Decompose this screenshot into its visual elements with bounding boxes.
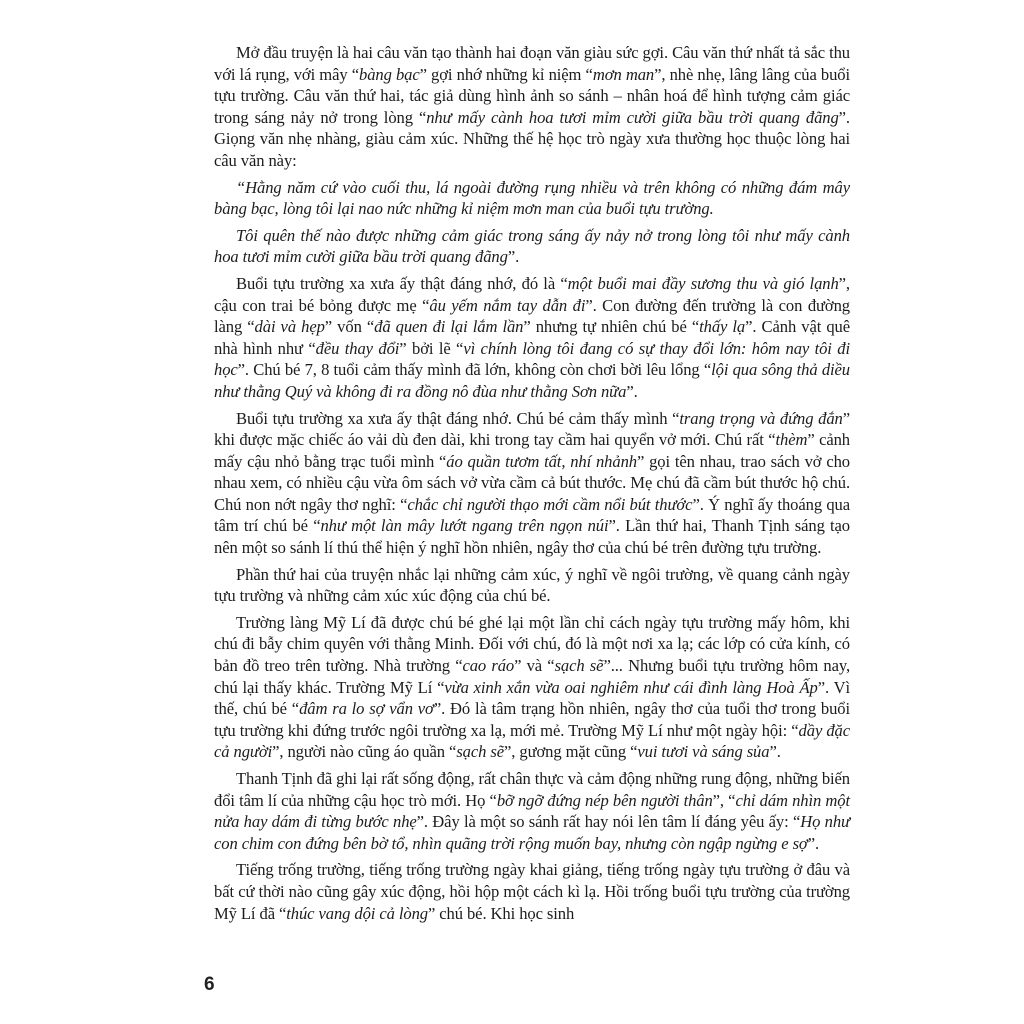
- italic-quote: mơn man: [592, 64, 655, 84]
- italic-quote: sạch sẽ: [456, 742, 505, 762]
- italic-quote: lội qua sông thả diều như thằng Quý và không đi ra đồng nô đùa như thằng Sơn nữa: [214, 360, 850, 401]
- text-run: ”, “: [712, 790, 736, 810]
- text-run: ” vốn “: [324, 317, 375, 337]
- text-run: ” khi được mặc chiếc áo vải dù đen dài, khi trong tay cầm hai quyển vở mới. Chú rất “: [214, 408, 850, 450]
- text-run: ”... Nhưng buổi tựu trường hôm nay, chú lại thấy khác. Trường Mỹ Lí “: [214, 656, 851, 697]
- paragraph: [214, 273, 850, 403]
- text-run: ”. Giọng văn nhẹ nhàng, giàu cảm xúc. Những thế hệ học trò ngày xưa thường học thuộc lòng hai câu văn này:: [214, 107, 850, 170]
- text-run: ”. Vì thế, chú bé “: [214, 677, 850, 719]
- text-run: Thanh Tịnh đã ghi lại rất sống động, rất chân thực và cảm động những rung động, những biến đổi tâm lí của những cậu học trò mới. Họ “: [214, 769, 851, 810]
- text-run: Phần thứ hai của truyện nhắc lại những cảm xúc, ý nghĩ về ngôi trường, về quang cảnh ngày tựu trường và những cảm xúc xúc động của chú bé.: [214, 564, 850, 606]
- italic-quote: như một làn mây lướt ngang trên ngọn núi: [320, 516, 609, 536]
- italic-quote: đâm ra lo sợ vẩn vơ: [299, 699, 434, 719]
- paragraph: [214, 859, 850, 924]
- paragraph: [214, 612, 850, 763]
- text-run: ”. Đó là tâm trạng hồn nhiên, ngây thơ của tuổi thơ trong buổi tựu trường khi đứng trước ngôi trường xa lạ, mới mẻ. Trường Mỹ Lí như một ngày hội: “: [214, 699, 851, 740]
- italic-quote: dài và hẹp: [254, 317, 325, 337]
- text-run: ” gợi nhớ những kỉ niệm “: [419, 64, 593, 84]
- paragraph: [214, 768, 850, 854]
- italic-quote: bàng bạc: [359, 64, 420, 84]
- italic-quote: thúc vang dội cả lòng: [286, 903, 428, 923]
- text-run: ” và “: [514, 656, 555, 676]
- body-text: [214, 42, 850, 929]
- page-number: 6: [204, 974, 215, 995]
- text-run: ” chú bé. Khi học sinh: [427, 903, 575, 923]
- text-run: ”.: [626, 381, 638, 401]
- text-run: Buổi tựu trường xa xưa ấy thật đáng nhớ, đó là “: [236, 273, 568, 293]
- text-run: ” nhưng tự nhiên chú bé “: [523, 317, 700, 337]
- text-run: ”.: [807, 833, 820, 853]
- italic-quote: vì chính lòng tôi đang có sự thay đổi lớn: hôm nay tôi đi học: [214, 338, 850, 380]
- text-run: ”. Chú bé 7, 8 tuổi cảm thấy mình đã lớn, không còn chơi bời lêu lổng “: [237, 360, 712, 380]
- italic-quote: dầy đặc cả người: [214, 720, 850, 762]
- text-run: Trường làng Mỹ Lí đã được chú bé ghé lại một lần chỉ cách ngày tựu trường mấy hôm, khi chú đi bẫy chim quyên với thằng Minh. Đối với chú, đó là một nơi xa lạ; các lớp có cửa kính, có bản đồ treo trên tường. Nhà trường “: [214, 612, 850, 676]
- text-run: Tiếng trống trường, tiếng trống trường ngày khai giảng, tiếng trống ngày tựu trường ở đâu và bất cứ thời nào cũng gây xúc động, hồi hộp một cách kì lạ. Hồi trống buổi tựu trường của trường Mỹ Lí đã “: [214, 860, 850, 923]
- italic-quote: cao ráo: [462, 656, 515, 676]
- paragraph: [214, 225, 850, 268]
- italic-quote: Họ như con chim con đứng bên bờ tổ, nhìn quãng trời rộng muốn bay, nhưng còn ngập ngừng e sợ: [214, 812, 850, 853]
- paragraph: [214, 408, 850, 559]
- text-run: ”. Đây là một so sánh rất hay nói lên tâm lí đáng yêu ấy: “: [416, 812, 801, 832]
- italic-quote: âu yếm nắm tay dẫn đi: [429, 295, 586, 315]
- italic-quote: thèm: [775, 430, 808, 450]
- text-run: ”, nhè nhẹ, lâng lâng của buổi tựu trường. Câu văn thứ hai, tác giả dùng hình ảnh so sánh – nhân hoá để hình tượng cảm giác trong sáng nảy nở trong lòng “: [214, 64, 850, 127]
- italic-quote: đã quen đi lại lắm lần: [374, 317, 524, 337]
- text-run: ”.: [769, 742, 781, 762]
- italic-quote: một buổi mai đầy sương thu và gió lạnh: [567, 273, 839, 293]
- italic-quote: thấy lạ: [699, 317, 746, 337]
- italic-quote: đều thay đổi: [315, 338, 400, 358]
- italic-quote: Tôi quên thế nào được những cảm giác trong sáng ấy nảy nở trong lòng tôi như mấy cành hoa tươi mỉm cười giữa bầu trời quang đãng: [214, 225, 850, 267]
- italic-quote: “Hằng năm cứ vào cuối thu, lá ngoài đường rụng nhiều và trên không có những đám mây bàng bạc, lòng tôi lại nao nức những kỉ niệm mơn man của buổi tựu trường.: [214, 177, 850, 219]
- italic-quote: vừa xinh xắn vừa oai nghiêm như cái đình làng Hoà Ấp: [444, 677, 818, 697]
- text-run: Buổi tựu trường xa xưa ấy thật đáng nhớ. Chú bé cảm thấy mình “: [236, 408, 680, 428]
- italic-quote: bỡ ngỡ đứng nép bên người thân: [496, 790, 713, 810]
- text-run: ”.: [507, 247, 520, 267]
- italic-quote: trang trọng và đứng đắn: [679, 408, 843, 428]
- italic-quote: chắc chỉ người thạo mới cầm nổi bút thước: [407, 494, 693, 514]
- italic-quote: sạch sẽ: [554, 656, 604, 676]
- paragraph: [214, 42, 850, 172]
- text-run: ” bởi lẽ “: [399, 338, 464, 358]
- text-run: Mở đầu truyện là hai câu văn tạo thành hai đoạn văn giàu sức gợi. Câu văn thứ nhất tả sắc thu với lá rụng, với mây “: [214, 43, 850, 84]
- italic-quote: chỉ dám nhìn một nửa hay dám đi từng bước nhẹ: [214, 790, 850, 832]
- text-run: ”, người nào cũng áo quần “: [272, 742, 457, 762]
- paragraph: [214, 177, 850, 220]
- text-run: ”. Ý nghĩ ấy thoáng qua tâm trí chú bé “: [214, 494, 850, 536]
- text-run: ”, gương mặt cũng “: [504, 742, 638, 762]
- paragraph: [214, 564, 850, 607]
- text-run: ”. Con đường đến trường là con đường làng “: [214, 295, 850, 337]
- italic-quote: như mấy cành hoa tươi mỉm cười giữa bầu trời quang đãng: [426, 107, 839, 127]
- italic-quote: áo quần tươm tất, nhí nhảnh: [446, 451, 637, 471]
- text-run: ”, cậu con trai bé bỏng được mẹ “: [214, 273, 850, 315]
- italic-quote: vui tươi và sáng sủa: [637, 742, 770, 762]
- text-run: ”. Cảnh vật quê nhà hình như “: [214, 317, 850, 358]
- text-run: ”. Lần thứ hai, Thanh Tịnh sáng tạo nên một so sánh lí thú thể hiện ý nghĩ hồn nhiên, ngây thơ của chú bé trên đường tựu trường.: [214, 516, 850, 558]
- text-run: ” gọi tên nhau, trao sách vở cho nhau xem, có nhiều cậu vừa ôm sách vở vừa cầm cả bút thước. Mẹ chú đã cầm bút thước hộ chú. Chú non nớt ngây thơ nghĩ: “: [214, 451, 850, 514]
- text-run: ” cảnh mấy cậu nhỏ bằng trạc tuổi mình “: [214, 430, 850, 471]
